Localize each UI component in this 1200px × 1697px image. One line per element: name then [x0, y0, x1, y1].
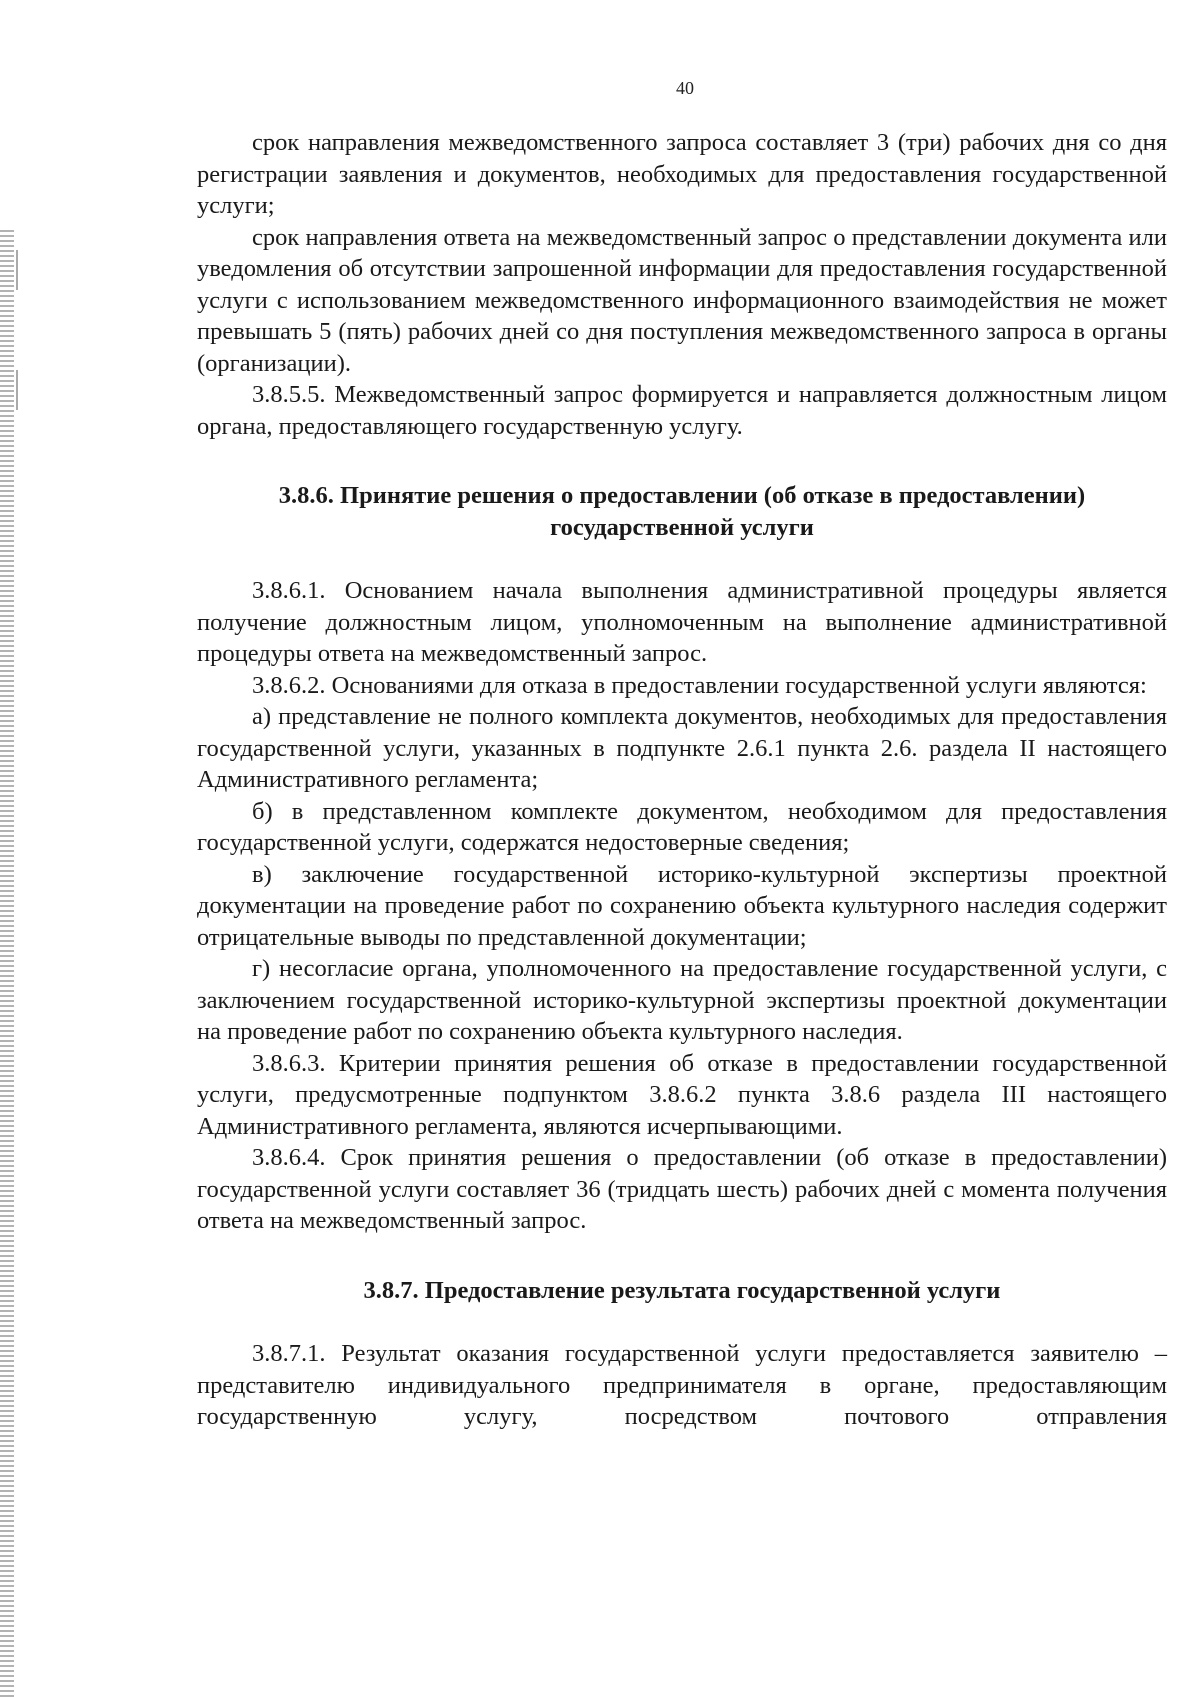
- paragraph: 3.8.6.1. Основанием начала выполнения административной процедуры является получение должностным лицом, уполномоченным на выполнение административной процедуры ответа на межведомственный запрос.: [197, 577, 1167, 667]
- spacer: [197, 543, 1167, 575]
- scan-mark: [16, 250, 18, 290]
- paragraph: срок направления межведомственного запроса составляет 3 (три) рабочих дня со дня регистрации заявления и документов, необходимых для предоставления государственной услуги;: [197, 129, 1167, 219]
- list-item: б) в представленном комплекте документом, необходимом для предоставления государственной услуги, содержатся недостоверные сведения;: [197, 797, 1167, 856]
- paragraph: 3.8.5.5. Межведомственный запрос формируется и направляется должностным лицом органа, предоставляющего государственную услугу.: [197, 381, 1167, 440]
- list-item: а) представление не полного комплекта документов, необходимых для предоставления государственной услуги, указанных в подпункте 2.6.1 пункта 2.6. раздела II настоящего Административного регламента;: [197, 703, 1167, 793]
- spacer: [197, 442, 1167, 480]
- paragraph: 3.8.6.4. Срок принятия решения о предоставлении (об отказе в предоставлении) государственной услуги составляет 36 (тридцать шесть) рабочих дней с момента получения ответа на межведомственный запрос.: [197, 1144, 1167, 1234]
- paragraph: 3.8.6.3. Критерии принятия решения об отказе в предоставлении государственной услуги, предусмотренные подпунктом 3.8.6.2 пункта 3.8.6 раздела III настоящего Административного регламента, являются исчерпывающими.: [197, 1049, 1167, 1140]
- list-item: в) заключение государственной историко-культурной экспертизы проектной документации на проведение работ по сохранению объекта культурного наследия содержит отрицательные выводы по представленной документации;: [197, 860, 1167, 951]
- page-number: 40: [676, 78, 694, 98]
- paragraph: срок направления ответа на межведомственный запрос о представлении документа или уведомления об отсутствии запрошенной информации для предоставления государственной услуги с использованием межведомственного информационного взаимодействия не может превышать 5 (пять) рабочих дней со дня поступления межведомственного запроса в органы (организации).: [197, 223, 1167, 377]
- section-heading-3-8-7: 3.8.7. Предоставление результата государственной услуги: [363, 1276, 1001, 1304]
- document-body: [197, 127, 1167, 1433]
- scan-edge-artifact: [0, 230, 14, 1697]
- spacer: [197, 1306, 1167, 1338]
- spacer: [197, 1237, 1167, 1275]
- scan-mark: [16, 370, 18, 410]
- section-heading-3-8-6: 3.8.6. Принятие решения о предоставлении (об отказе в предоставлении) государственной услуги: [278, 482, 1086, 541]
- paragraph: 3.8.7.1. Результат оказания государственной услуги предоставляется заявителю – представителю индивидуального предпринимателя в органе, предоставляющим государственную услугу, посредством почтового отправления: [197, 1340, 1167, 1430]
- list-item: г) несогласие органа, уполномоченного на предоставление государственной услуги, с заключением государственной историко-культурной экспертизы проектной документации на проведение работ по сохранению объекта культурного наследия.: [197, 955, 1167, 1045]
- paragraph: 3.8.6.2. Основаниями для отказа в предоставлении государственной услуги являются:: [252, 671, 1147, 699]
